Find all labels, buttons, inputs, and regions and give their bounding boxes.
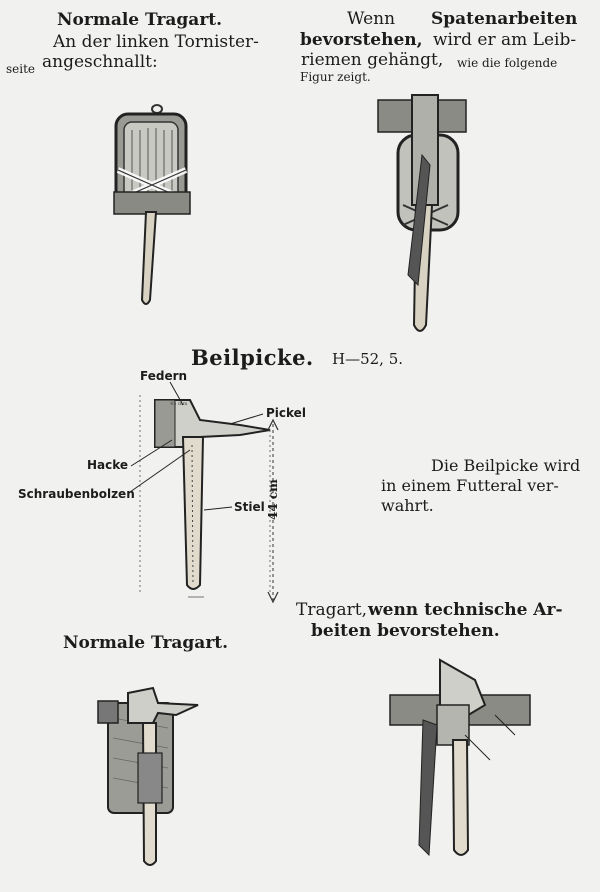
svg-text:45 mm: 45 mm <box>170 401 188 407</box>
bottom-right-line1b: wenn technische Ar- <box>368 600 563 620</box>
side-text-line1: Die Beilpicke wird <box>431 456 581 475</box>
top-right-line3a: riemen gehängt, <box>301 50 444 70</box>
label-federn: Federn <box>140 369 188 383</box>
top-right-wenn: Wenn <box>347 9 396 29</box>
top-right-bold1: Spatenarbeiten <box>431 9 578 29</box>
top-right-rest2: wird er am Leib- <box>433 30 577 50</box>
top-left-line1: An der linken Tornister- <box>53 32 259 52</box>
illustration-beilpicke-belt <box>385 650 535 860</box>
heading-normale-tragart-top: Normale Tragart. <box>57 10 223 30</box>
label-pickel: Pickel <box>266 406 306 420</box>
illustration-beilpicke-knapsack <box>98 683 203 868</box>
top-right-line4: Figur zeigt. <box>300 70 371 84</box>
top-left-margin-word: seite <box>6 62 36 76</box>
label-schraubenbolzen: Schraubenbolzen <box>18 487 135 501</box>
side-text-line3: wahrt. <box>381 496 434 515</box>
side-text-line2: in einem Futteral ver- <box>381 476 559 495</box>
section-title: Beilpicke. <box>191 345 314 370</box>
label-stiel: Stiel <box>234 500 265 514</box>
bottom-right-line1a: Tragart, <box>296 600 367 620</box>
bottom-right-line2: beiten bevorstehen. <box>311 621 500 641</box>
heading-normale-tragart-bottom: Normale Tragart. <box>63 633 229 653</box>
dim-44cm: 44 cm <box>266 479 280 520</box>
label-hacke: Hacke <box>87 458 129 472</box>
top-right-line3b: wie die folgende <box>457 56 558 70</box>
top-right-bold2: bevorstehen, <box>300 30 423 50</box>
section-ref: H—52, 5. <box>332 350 404 368</box>
top-left-line2: angeschnallt: <box>42 52 158 72</box>
